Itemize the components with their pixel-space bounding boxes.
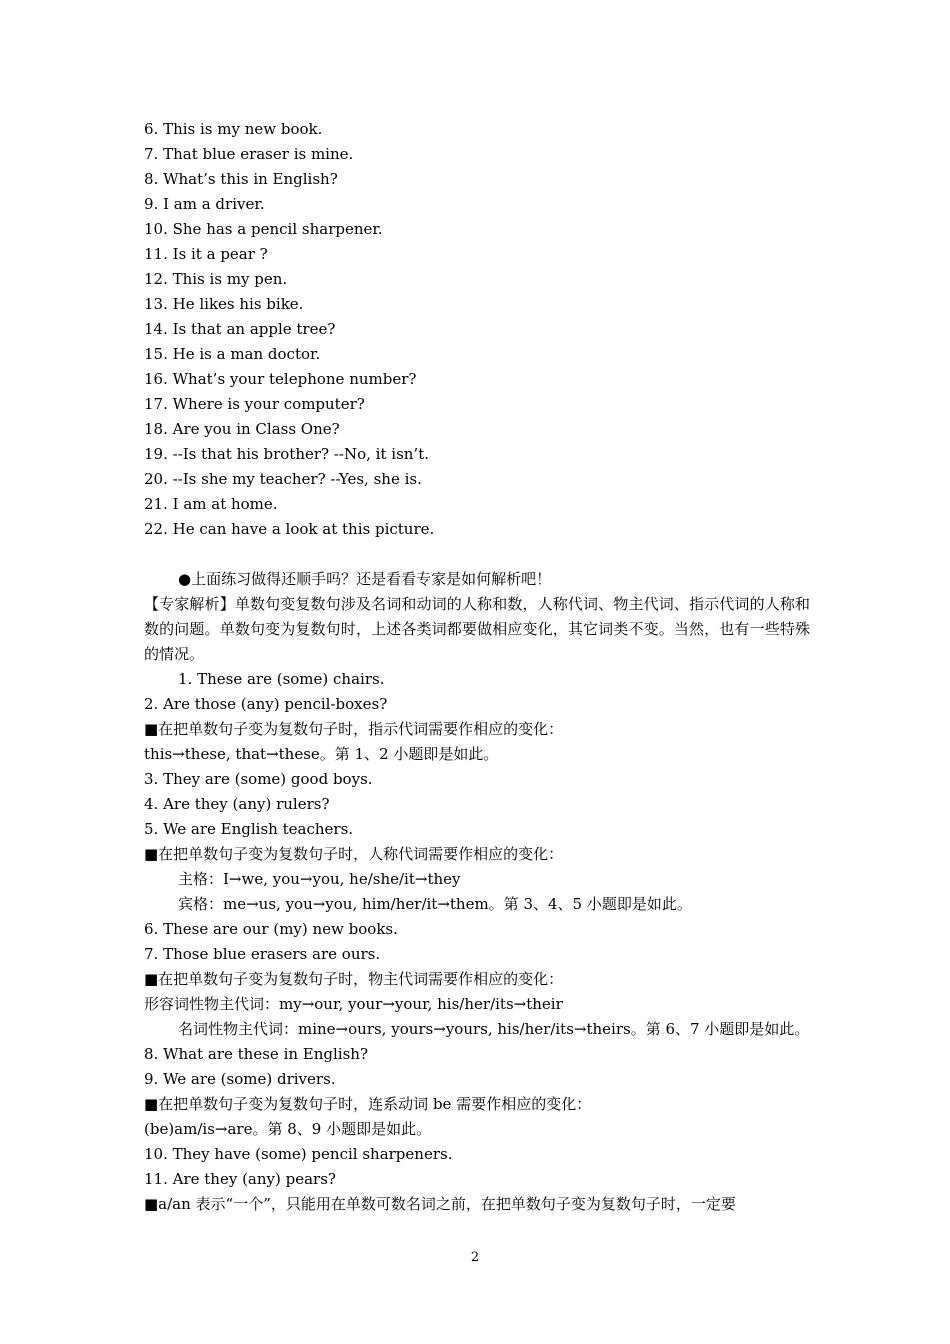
rule-detail: this→these, that→these。第 1、2 小题即是如此。 [144,745,499,763]
exercise-line: 11. Is it a pear ? [144,245,268,263]
answer-line: 4. Are they (any) rulers? [144,795,330,813]
rule-note: ■在把单数句子变为复数句子时，连系动词 be 需要作相应的变化： [144,1095,592,1113]
rule-detail: 形容词性物主代词：my→our, your→your, his/her/its→their [144,995,563,1013]
answer-line: 6. These are our (my) new books. [144,920,398,938]
analysis-list [144,667,810,1217]
answer-line: 1. These are (some) chairs. [178,670,385,688]
exercise-line: 8. What’s this in English? [144,170,338,188]
rule-detail: 宾格：me→us, you→you, him/her/it→them。第 3、4、5 小题即是如此。 [178,895,692,913]
answer-line: 2. Are those (any) pencil-boxes? [144,695,388,713]
exercise-line: 17. Where is your computer? [144,395,365,413]
exercise-line: 13. He likes his bike. [144,295,304,313]
rule-detail: (be)am/is→are。第 8、9 小题即是如此。 [144,1120,432,1138]
exercise-line: 10. She has a pencil sharpener. [144,220,383,238]
rule-note: ■在把单数句子变为复数句子时，指示代词需要作相应的变化： [144,720,564,738]
rule-detail: 名词性物主代词：mine→ours, yours→yours, his/her/its→theirs。第 6、7 小题即是如此。 [178,1020,810,1038]
answer-line: 5. We are English teachers. [144,820,354,838]
exercise-list [144,117,810,542]
exercise-line: 19. --Is that his brother? --No, it isn’t. [144,445,429,463]
page-content [144,117,810,1217]
exercise-line: 20. --Is she my teacher? --Yes, she is. [144,470,422,488]
exercise-line: 16. What’s your telephone number? [144,370,417,388]
rule-note: ■a/an 表示“一个”，只能用在单数可数名词之前，在把单数句子变为复数句子时，一定要 [144,1195,736,1213]
page-number: 2 [470,1250,480,1265]
exercise-line: 12. This is my pen. [144,270,288,288]
answer-line: 10. They have (some) pencil sharpeners. [144,1145,453,1163]
expert-analysis-paragraph: 【专家解析】单数句变复数句涉及名词和动词的人称和数，人称代词、物主代词、指示代词的人称和数的问题。单数句变为复数句时，上述各类词都要做相应变化，其它词类不变。当然，也有一些特殊的情况。 [144,595,810,663]
rule-detail: 主格：I→we, you→you, he/she/it→they [178,870,461,888]
answer-line: 3. They are (some) good boys. [144,770,373,788]
answer-line: 7. Those blue erasers are ours. [144,945,381,963]
rule-note: ■在把单数句子变为复数句子时，物主代词需要作相应的变化： [144,970,564,988]
answer-line: 11. Are they (any) pears? [144,1170,336,1188]
exercise-line: 22. He can have a look at this picture. [144,520,435,538]
answer-line: 9. We are (some) drivers. [144,1070,336,1088]
intro-line: ●上面练习做得还顺手吗？还是看看专家是如何解析吧！ [178,570,552,588]
rule-note: ■在把单数句子变为复数句子时，人称代词需要作相应的变化： [144,845,564,863]
exercise-line: 18. Are you in Class One? [144,420,340,438]
section-spacer [144,542,810,567]
exercise-line: 7. That blue eraser is mine. [144,145,354,163]
exercise-line: 21. I am at home. [144,495,278,513]
exercise-line: 14. Is that an apple tree? [144,320,336,338]
exercise-line: 9. I am a driver. [144,195,265,213]
answer-line: 8. What are these in English? [144,1045,368,1063]
exercise-line: 15. He is a man doctor. [144,345,321,363]
exercise-line: 6. This is my new book. [144,120,323,138]
